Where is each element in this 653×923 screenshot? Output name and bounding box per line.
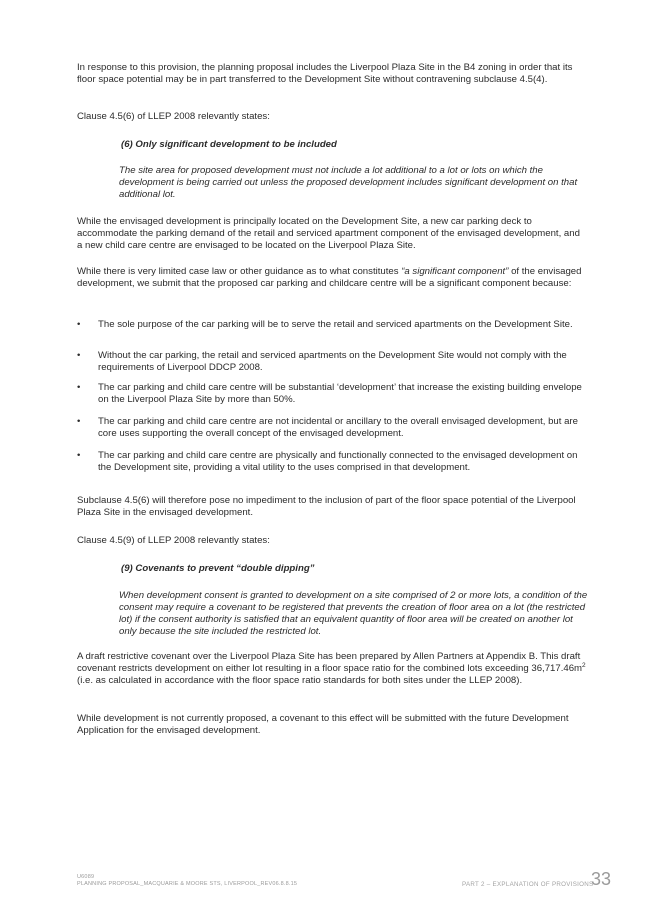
footer-doc-code: U6089: [77, 874, 95, 880]
paragraph-restrictive-covenant: [77, 651, 587, 687]
bullet-text: The sole purpose of the car parking will be to serve the retail and serviced apartments on the Development Site.: [98, 319, 573, 330]
bullet-icon: •: [77, 450, 81, 461]
paragraph-provision-response: In response to this provision, the planning proposal includes the Liverpool Plaza Site in the B4 zoning in order that its floor space potential may be in part transferred to the Development Site without contravening subclause 4.5(4).: [77, 62, 573, 85]
bullet-text: The car parking and child care centre will be substantial ‘development’ that increase the existing building envelope on the Liverpool Plaza Site by more than 50%.: [98, 382, 582, 405]
clause-9-heading: (9) Covenants to prevent “double dipping”: [121, 563, 315, 574]
footer-document-info: [77, 874, 297, 888]
bullet-icon: •: [77, 382, 81, 393]
page-number: 33: [591, 869, 612, 889]
significant-component-quote: “a significant component”: [401, 266, 509, 277]
clause-9-quote: When development consent is granted to development on a site comprised of 2 or more lots, a condition of the consent may require a covenant to be registered that prevents the creation of floor area on a lot (the restricted lot) if the consent authority is satisfied that an equivalent quantity of floor area will be created on another lot only because the site included the restricted lot.: [119, 590, 588, 637]
bullet-text: The car parking and child care centre are not incidental or ancillary to the overall envisaged development, but are core uses supporting the overall concept of the envisaged development.: [98, 416, 578, 439]
paragraph-clause-4-5-6-intro: Clause 4.5(6) of LLEP 2008 relevantly states:: [77, 111, 270, 122]
bullet-item: [77, 416, 587, 446]
paragraph-significant-component-start: While there is very limited case law or other guidance as to what constitutes: [77, 266, 402, 277]
paragraph-envisaged-development: While the envisaged development is principally located on the Development Site, a new car parking deck to accommodate the parking demand of the retail and serviced apartment component of the envisaged development, and a new child care centre are envisaged to be located on the Liverpool Plaza Site.: [77, 216, 580, 251]
clause-6-heading: (6) Only significant development to be included: [121, 139, 337, 150]
paragraph-subclause-conclusion: Subclause 4.5(6) will therefore pose no impediment to the inclusion of part of the floor space potential of the Liverpool Plaza Site in the envisaged development.: [77, 495, 576, 518]
bullet-icon: •: [77, 319, 81, 330]
paragraph-future-application: While development is not currently proposed, a covenant to this effect will be submitted with the future Development Application for the envisaged development.: [77, 713, 569, 736]
footer-section-title: PART 2 – EXPLANATION OF PROVISIONS: [462, 881, 594, 888]
clause-6-quote: The site area for proposed development must not include a lot additional to a lot or lots on which the development is being carried out unless the proposed development includes significant development on that additional lot.: [119, 165, 578, 200]
footer-doc-title: PLANNING PROPOSAL_MACQUARIE & MOORE STS, LIVERPOOL_REV06.8.8.15: [77, 881, 298, 887]
bullet-text: The car parking and child care centre are physically and functionally connected to the envisaged development on the Development site, providing a vital utility to the uses comprised in that development.: [98, 450, 578, 473]
covenant-text-start: A draft restrictive covenant over the Liverpool Plaza Site has been prepared by Allen Partners at Appendix B. This draft covenant restricts development on either lot resulting in a floor space ratio for the combined lots exceeding 36,717.46m: [77, 651, 583, 674]
bullet-text: Without the car parking, the retail and serviced apartments on the Development Site would not comply with the requirements of Liverpool DDCP 2008.: [98, 350, 567, 373]
bullet-item: [77, 450, 587, 480]
paragraph-significant-component-end: of the envisaged development, we submit that the proposed car parking and childcare centre will be a significant component because:: [77, 266, 582, 289]
paragraph-significant-component: [77, 266, 587, 290]
square-metre-superscript: 2: [582, 661, 586, 669]
bullet-icon: •: [77, 350, 81, 361]
bullet-icon: •: [77, 416, 81, 427]
bullet-item: [77, 382, 587, 412]
paragraph-clause-4-5-9-intro: Clause 4.5(9) of LLEP 2008 relevantly states:: [77, 535, 270, 546]
bullet-item: [77, 350, 587, 380]
covenant-text-end: (i.e. as calculated in accordance with the floor space ratio standards for both sites under the LLEP 2008).: [77, 675, 523, 686]
bullet-item: [77, 319, 587, 349]
